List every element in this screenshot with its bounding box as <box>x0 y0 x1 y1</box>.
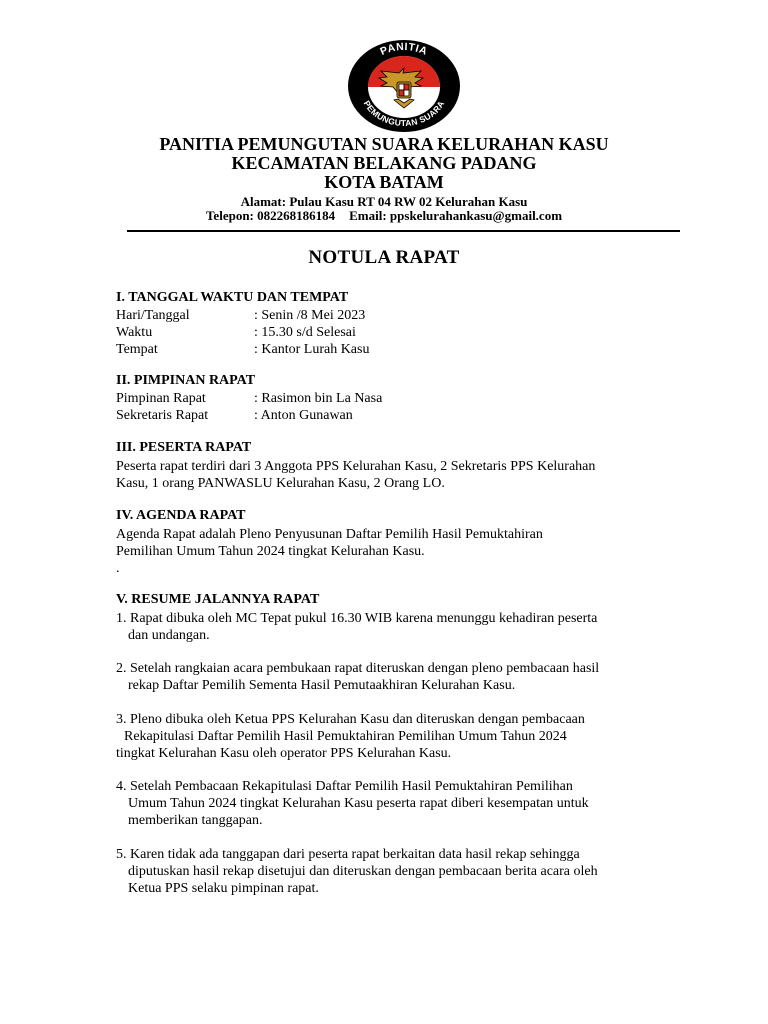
letterhead-line2: KECAMATAN BELAKANG PADANG <box>231 153 537 173</box>
resume-item <box>116 610 661 644</box>
letterhead-contact <box>0 208 768 224</box>
section-1-title: I. TANGGAL WAKTU DAN TEMPAT <box>116 290 349 305</box>
section-5-title: V. RESUME JALANNYA RAPAT <box>116 592 320 607</box>
row-value: : Senin /8 Mei 2023 <box>254 308 366 323</box>
item-line: 3. Pleno dibuka oleh Ketua PPS Kelurahan Kasu dan diteruskan dengan pembacaan <box>116 712 585 727</box>
section-3-text <box>116 458 656 492</box>
letterhead-address: Alamat: Pulau Kasu RT 04 RW 02 Kelurahan Kasu <box>240 194 528 209</box>
section-3-title: III. PESERTA RAPAT <box>116 440 252 455</box>
letterhead-phone: Telepon: 082268186184 <box>205 208 336 223</box>
row-label: Waktu <box>116 325 153 340</box>
item-line: tingkat Kelurahan Kasu oleh operator PPS Kelurahan Kasu. <box>116 746 452 761</box>
item-line: 4. Setelah Pembacaan Rekapitulasi Daftar Pemilih Hasil Pemuktahiran Pemilihan <box>116 779 573 794</box>
row-label: Pimpinan Rapat <box>116 391 206 406</box>
item-line: diputuskan hasil rekap disetujui dan diteruskan dengan pembacaan berita acara oleh <box>128 864 598 879</box>
item-line: rekap Daftar Pemilih Sementa Hasil Pemutaakhiran Kelurahan Kasu. <box>128 678 516 693</box>
text-line: Kasu, 1 orang PANWASLU Kelurahan Kasu, 2 Orang LO. <box>116 476 445 491</box>
section-4-title: IV. AGENDA RAPAT <box>116 508 246 523</box>
section-2-row <box>116 391 382 407</box>
logo-text-bottom: PEMUNGUTAN SUARA <box>361 98 447 129</box>
row-label: Tempat <box>116 342 158 357</box>
item-line: memberikan tanggapan. <box>128 813 263 828</box>
text-line: . <box>116 561 120 576</box>
item-line: Rekapitulasi Daftar Pemilih Hasil Pemuktahiran Pemilihan Umum Tahun 2024 <box>124 729 567 744</box>
item-line: dan undangan. <box>128 628 210 643</box>
item-line: 1. Rapat dibuka oleh MC Tepat pukul 16.30 WIB karena menunggu kehadiran peserta <box>116 611 598 626</box>
text-line: Agenda Rapat adalah Pleno Penyusunan Daftar Pemilih Hasil Pemuktahiran <box>116 527 543 542</box>
pps-logo <box>346 38 462 134</box>
item-line: Ketua PPS selaku pimpinan rapat. <box>128 881 319 896</box>
section-1-row <box>116 342 369 358</box>
section-2-title: II. PIMPINAN RAPAT <box>116 373 256 388</box>
document-title: NOTULA RAPAT <box>308 247 460 268</box>
row-value: : 15.30 s/d Selesai <box>254 325 356 340</box>
letterhead-line3: KOTA BATAM <box>324 172 444 192</box>
item-line: 2. Setelah rangkaian acara pembukaan rapat diteruskan dengan pleno pembacaan hasil <box>116 661 600 676</box>
row-label: Sekretaris Rapat <box>116 408 209 423</box>
row-value: : Kantor Lurah Kasu <box>254 342 370 357</box>
section-2-row <box>116 408 353 424</box>
resume-item <box>116 778 661 829</box>
item-line: Umum Tahun 2024 tingkat Kelurahan Kasu peserta rapat diberi kesempatan untuk <box>128 796 589 811</box>
text-line: Peserta rapat terdiri dari 3 Anggota PPS Kelurahan Kasu, 2 Sekretaris PPS Kelurahan <box>116 459 596 474</box>
item-line: 5. Karen tidak ada tanggapan dari peserta rapat berkaitan data hasil rekap sehingga <box>116 847 580 862</box>
letterhead-divider <box>127 230 680 232</box>
logo-text-top: PANITIA <box>378 40 430 58</box>
section-4-text <box>116 526 656 577</box>
resume-item <box>116 660 661 694</box>
garuda-emblem-icon <box>346 38 462 134</box>
row-label: Hari/Tanggal <box>116 308 190 323</box>
letterhead-line1: PANITIA PEMUNGUTAN SUARA KELURAHAN KASU <box>159 134 609 154</box>
section-1-row <box>116 325 356 341</box>
row-value: : Rasimon bin La Nasa <box>254 391 383 406</box>
letterhead-email: Email: ppskelurahankasu@gmail.com <box>349 208 563 223</box>
row-value: : Anton Gunawan <box>254 408 353 423</box>
resume-item <box>116 846 661 897</box>
text-line: Pemilihan Umum Tahun 2024 tingkat Kelurahan Kasu. <box>116 544 425 559</box>
section-1-row <box>116 308 365 324</box>
resume-item <box>116 711 661 762</box>
